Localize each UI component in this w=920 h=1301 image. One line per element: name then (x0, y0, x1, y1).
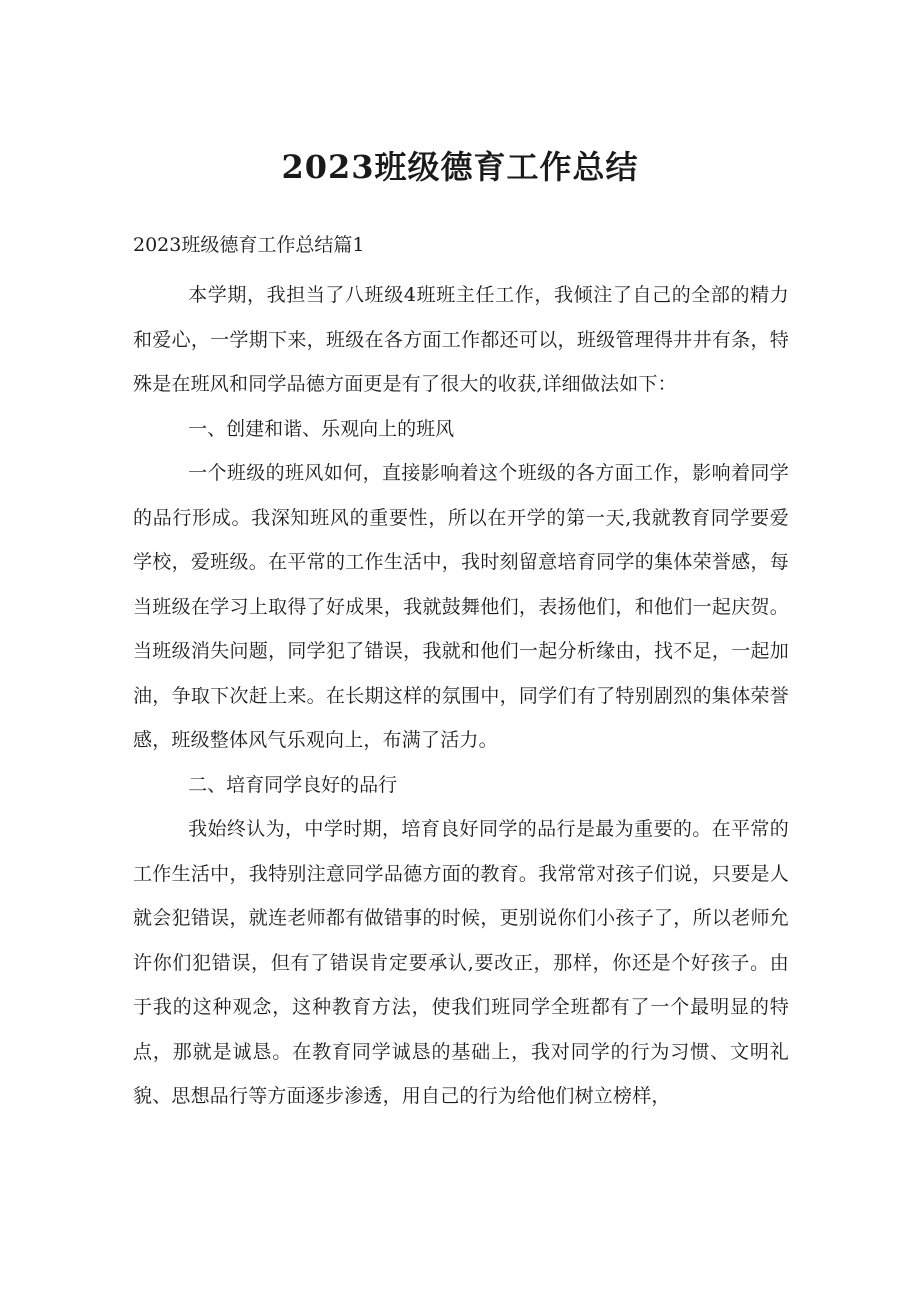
document-title: 2023班级德育工作总结 (281, 148, 639, 186)
paragraph-intro: 本学期，我担当了八班级4班班主任工作，我倾注了自己的全部的精力和爱心，一学期下来，班级在各方面工作都还可以，班级管理得井井有条，特殊是在班风和同学品德方面更是有了很大的收获,详细做法如下： (133, 284, 789, 395)
section-heading-1: 一、创建和谐、乐观向上的班风 (188, 417, 455, 440)
document-subtitle: 2023班级德育工作总结篇1 (133, 234, 365, 256)
paragraph-moral-character: 我始终认为，中学时期，培育良好同学的品行是最为重要的。在平常的工作生活中，我特别注意同学品德方面的教育。我常常对孩子们说，只要是人就会犯错误，就连老师都有做错事的时候，更别说你们小孩子了，所以老师允许你们犯错误，但有了错误肯定要承认,要改正，那样，你还是个好孩子。由于我的这种观念，这种教育方法，使我们班同学全班都有了一个最明显的特点，那就是诚恳。在教育同学诚恳的基础上，我对同学的行为习惯、文明礼貌、思想品行等方面逐步渗透，用自己的行为给他们树立榜样， (133, 818, 789, 1107)
section-heading-2: 二、培育同学良好的品行 (188, 773, 398, 796)
document-body (133, 273, 789, 1119)
paragraph-class-style: 一个班级的班风如何，直接影响着这个班级的各方面工作，影响着同学的品行形成。我深知班风的重要性，所以在开学的第一天,我就教育同学要爱学校，爱班级。在平常的工作生活中，我时刻留意培育同学的集体荣誉感，每当班级在学习上取得了好成果，我就鼓舞他们，表扬他们，和他们一起庆贺。当班级消失问题，同学犯了错误，我就和他们一起分析缘由，找不足，一起加油，争取下次赶上来。在长期这样的氛围中，同学们有了特别剧烈的集体荣誉感，班级整体风气乐观向上，布满了活力。 (133, 462, 789, 751)
